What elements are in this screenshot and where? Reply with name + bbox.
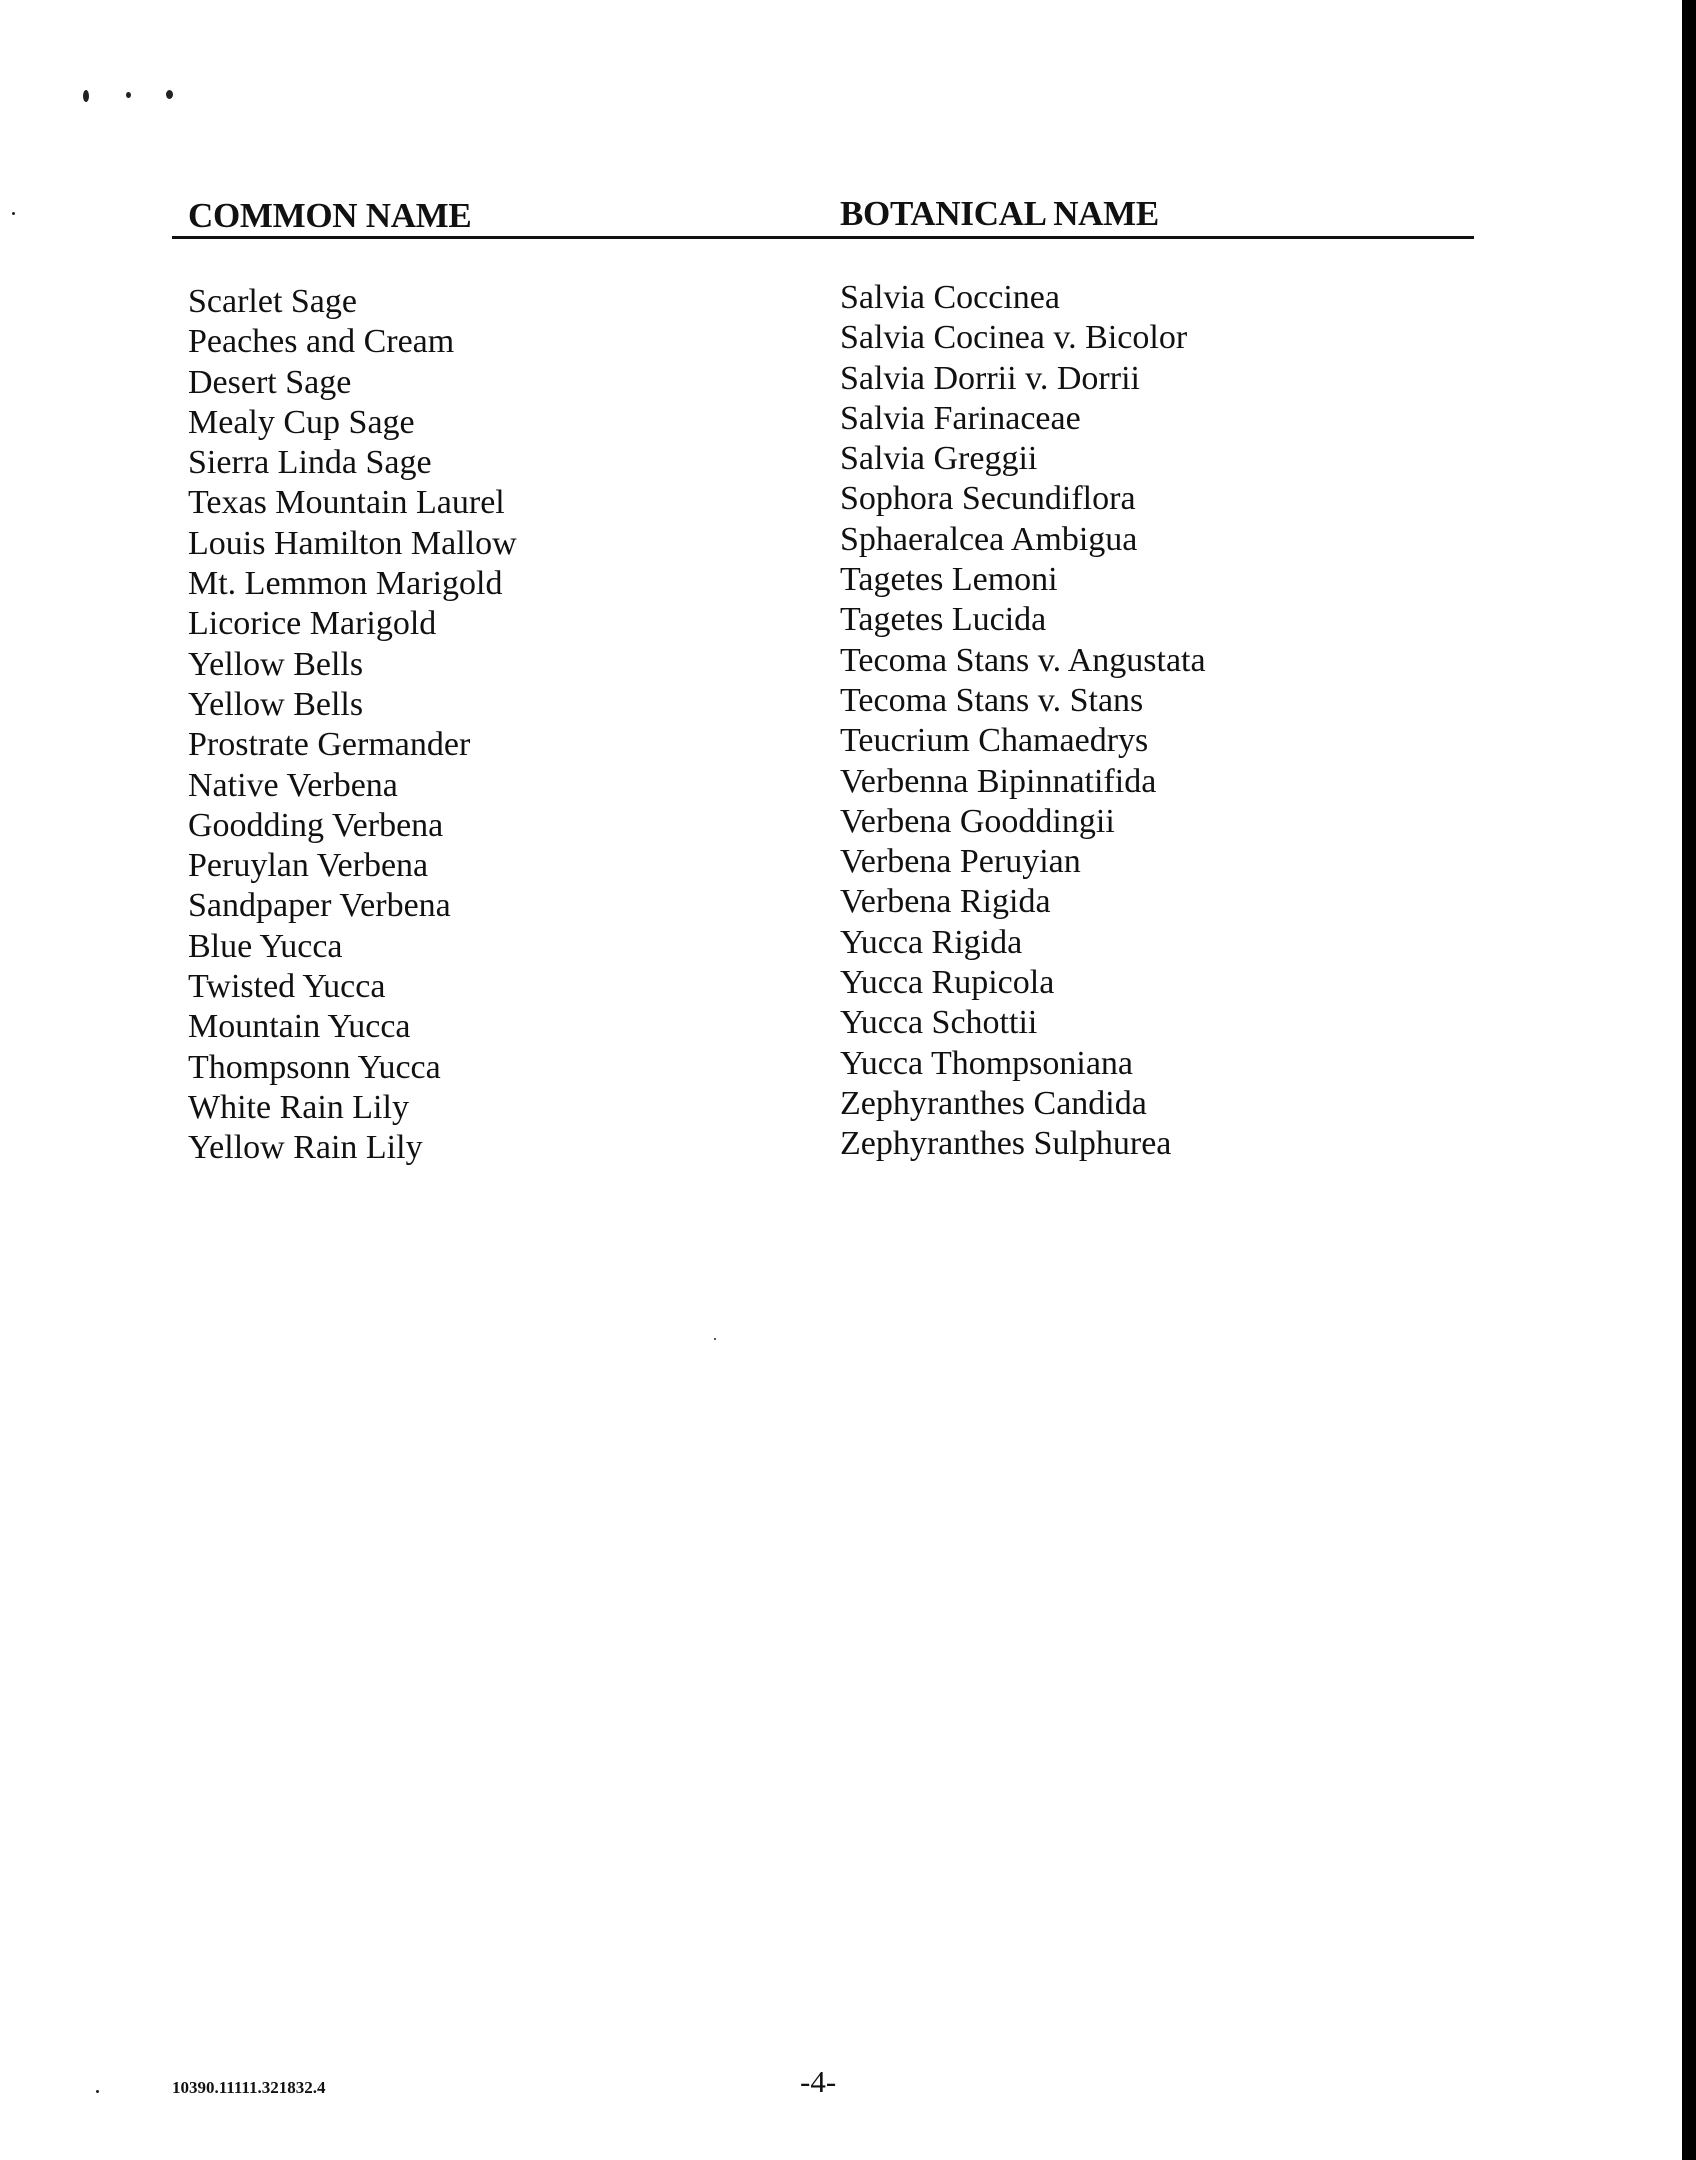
common-name-cell: White Rain Lily: [188, 1088, 409, 1126]
botanical-name-cell: Salvia Coccinea: [840, 279, 1060, 316]
scan-speck: [83, 90, 89, 102]
common-name-cell: Yellow Bells: [188, 685, 364, 723]
botanical-name-column: [840, 278, 1206, 1165]
scan-edge: [1682, 0, 1696, 2160]
botanical-name-cell: Salvia Farinaceae: [840, 399, 1081, 437]
common-name-cell: Mountain Yucca: [188, 1008, 411, 1046]
common-name-column: [188, 282, 517, 1169]
common-name-cell: Mealy Cup Sage: [188, 403, 415, 441]
botanical-name-cell: Salvia Cocinea v. Bicolor: [840, 319, 1188, 357]
botanical-name-cell: Yucca Thompsoniana: [840, 1044, 1134, 1082]
botanical-name-cell: Verbena Peruyian: [840, 843, 1081, 881]
botanical-name-cell: Yucca Rigida: [840, 923, 1023, 961]
common-name-cell: Native Verbena: [188, 766, 398, 804]
common-name-cell: Blue Yucca: [188, 927, 343, 965]
botanical-name-cell: Yucca Rupicola: [840, 964, 1055, 1002]
common-name-cell: Prostrate Germander: [188, 726, 471, 764]
document-id: 10390.11111.321832.4: [172, 2078, 326, 2097]
scan-speck: [96, 2090, 99, 2093]
botanical-name-cell: Verbena Rigida: [840, 883, 1051, 921]
scan-speck: [12, 212, 15, 215]
common-name-cell: Sandpaper Verbena: [188, 887, 451, 925]
botanical-name-cell: Salvia Dorrii v. Dorrii: [840, 359, 1140, 397]
common-name-header: COMMON NAME: [188, 196, 472, 235]
common-name-cell: Peruylan Verbena: [188, 847, 429, 885]
common-name-cell: Desert Sage: [188, 363, 352, 401]
botanical-name-cell: Sphaeralcea Ambigua: [840, 520, 1138, 558]
botanical-name-cell: Verbenna Bipinnatifida: [840, 762, 1157, 800]
common-name-cell: Twisted Yucca: [188, 968, 386, 1006]
botanical-name-cell: Tecoma Stans v. Angustata: [840, 641, 1206, 679]
header-rule: [172, 236, 1474, 239]
botanical-name-cell: Zephyranthes Sulphurea: [840, 1125, 1172, 1163]
botanical-name-cell: Tecoma Stans v. Stans: [840, 681, 1144, 719]
common-name-cell: Louis Hamilton Mallow: [188, 524, 517, 562]
common-name-cell: Yellow Bells: [188, 645, 364, 683]
botanical-name-cell: Verbena Gooddingii: [840, 802, 1115, 840]
common-name-cell: Scarlet Sage: [188, 283, 357, 320]
common-name-cell: Yellow Rain Lily: [188, 1129, 423, 1167]
common-name-cell: Mt. Lemmon Marigold: [188, 565, 503, 603]
botanical-name-cell: Yucca Schottii: [840, 1004, 1038, 1042]
botanical-name-cell: Tagetes Lemoni: [840, 561, 1058, 599]
botanical-name-header: BOTANICAL NAME: [840, 194, 1159, 233]
common-name-cell: Texas Mountain Laurel: [188, 484, 505, 522]
common-name-cell: Sierra Linda Sage: [188, 444, 432, 482]
botanical-name-cell: Tagetes Lucida: [840, 601, 1047, 639]
botanical-name-cell: Salvia Greggii: [840, 440, 1038, 478]
scan-speck: [714, 1338, 716, 1340]
common-name-cell: Thompsonn Yucca: [188, 1048, 441, 1086]
botanical-name-cell: Teucrium Chamaedrys: [840, 722, 1149, 760]
common-name-cell: Licorice Marigold: [188, 605, 437, 643]
scan-speck: [166, 90, 173, 99]
botanical-name-cell: Zephyranthes Candida: [840, 1084, 1147, 1122]
botanical-name-cell: Sophora Secundiflora: [840, 480, 1136, 518]
scan-speck: [126, 92, 131, 98]
common-name-cell: Peaches and Cream: [188, 323, 455, 361]
common-name-cell: Goodding Verbena: [188, 806, 444, 844]
page-number: -4-: [800, 2064, 837, 2099]
